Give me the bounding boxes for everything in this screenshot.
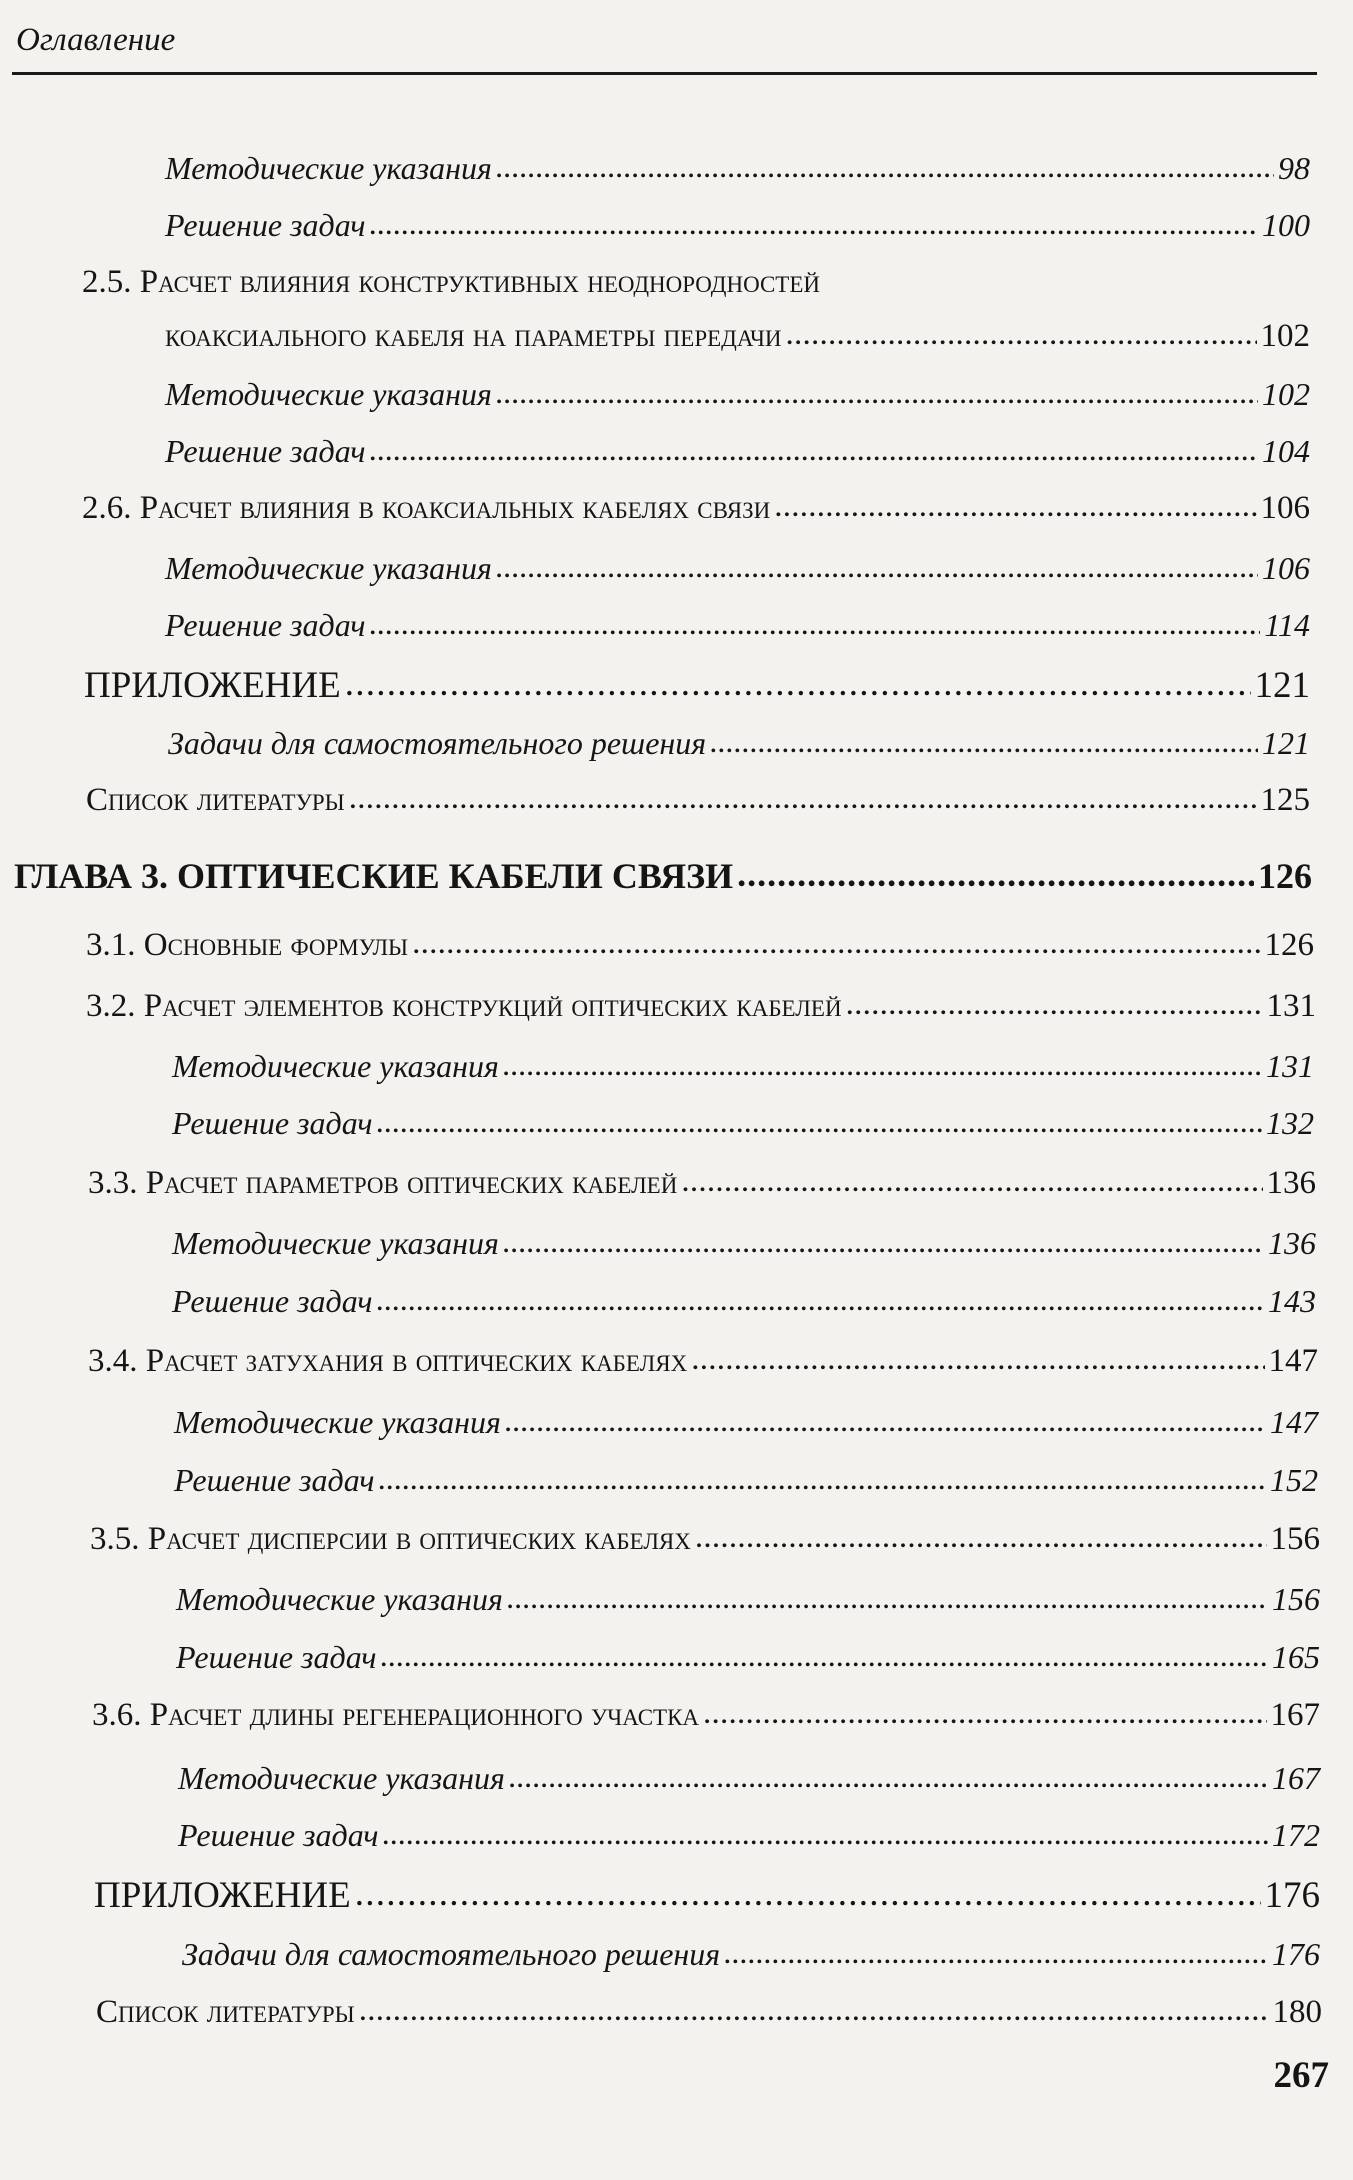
- toc-entry[interactable]: [84, 664, 1310, 707]
- toc-entry-title: 3.4. Расчет затухания в оптических кабелях: [88, 1343, 688, 1379]
- leader-dots: [412, 925, 1260, 962]
- toc-entry-title-line1[interactable]: 2.5. Расчет влияния конструктивных неоднородностей: [82, 264, 821, 300]
- toc-entry-title: 3.1. Основные формулы: [86, 927, 409, 963]
- toc-entry-page: 126: [1264, 927, 1314, 963]
- toc-entry-page: 131: [1266, 988, 1316, 1024]
- toc-entry-page: 126: [1258, 856, 1312, 896]
- toc-entry-page: 147: [1268, 1343, 1318, 1379]
- toc-entry-title: 3.2. Расчет элементов конструкций оптических кабелей: [86, 988, 842, 1024]
- leader-dots: [503, 1046, 1262, 1083]
- toc-entry[interactable]: [88, 1343, 1318, 1380]
- leader-dots: [507, 1579, 1268, 1616]
- toc-entry-title: Методические указания: [176, 1581, 503, 1617]
- toc-entry[interactable]: [176, 1639, 1320, 1676]
- toc-entry[interactable]: [174, 1404, 1318, 1441]
- leader-dots: [710, 723, 1258, 760]
- leader-dots: [377, 1103, 1262, 1140]
- leader-dots: [383, 1815, 1268, 1852]
- toc-entry-title: Задачи для самостоятельного решения: [168, 725, 707, 761]
- toc-entry-page: 165: [1272, 1639, 1320, 1675]
- toc-entry-title: Методические указания: [165, 550, 492, 586]
- toc-entry-page: 167: [1270, 1697, 1320, 1733]
- toc-entry[interactable]: [178, 1817, 1320, 1854]
- toc-entry-title-line2: коаксиального кабеля на параметры передачи: [165, 318, 782, 354]
- toc-entry-page: 180: [1272, 1994, 1322, 2030]
- toc-entry-title: Решение задач: [172, 1283, 373, 1319]
- toc-entry-page: 176: [1264, 1875, 1320, 1916]
- toc-entry-title: Решение задач: [176, 1639, 377, 1675]
- toc-entry-title: ПРИЛОЖЕНИЕ: [94, 1875, 351, 1916]
- leader-dots: [379, 1460, 1266, 1497]
- toc-entry[interactable]: [168, 725, 1310, 762]
- toc-entry-page: 136: [1268, 1225, 1316, 1261]
- leader-dots: [370, 205, 1258, 242]
- toc-entry-page: 176: [1272, 1936, 1320, 1972]
- toc-entry[interactable]: [172, 1225, 1316, 1262]
- toc-entry[interactable]: [165, 376, 1310, 413]
- toc-entry-title: Список литературы: [96, 1994, 355, 2030]
- toc-entry-page: 121: [1262, 725, 1310, 761]
- leader-dots: [703, 1695, 1266, 1732]
- leader-dots: [345, 662, 1251, 705]
- toc-entry[interactable]: [82, 490, 1310, 527]
- toc-entry-page: 136: [1266, 1165, 1316, 1201]
- toc-entry-title: Решение задач: [165, 207, 366, 243]
- header-rule: [12, 72, 1317, 75]
- toc-entry[interactable]: [174, 1462, 1318, 1499]
- leader-dots: [370, 605, 1261, 642]
- toc-entry[interactable]: [172, 1283, 1316, 1320]
- leader-dots: [505, 1402, 1266, 1439]
- leader-dots: [496, 548, 1258, 585]
- toc-entry-page: 102: [1262, 376, 1310, 412]
- toc-entry-page: 131: [1266, 1048, 1314, 1084]
- toc-entry[interactable]: [88, 1165, 1316, 1202]
- toc-entry-page: 172: [1272, 1817, 1320, 1853]
- toc-entry[interactable]: [90, 1521, 1320, 1558]
- running-head: Оглавление: [16, 22, 176, 58]
- toc-entry-page: 104: [1262, 433, 1310, 469]
- toc-entry[interactable]: [178, 1760, 1320, 1797]
- toc-entry-title: 3.5. Расчет дисперсии в оптических кабелях: [90, 1521, 691, 1557]
- leader-dots: [377, 1281, 1264, 1318]
- toc-entry-page: 100: [1262, 207, 1310, 243]
- leader-dots: [359, 1992, 1269, 2029]
- leader-dots: [509, 1758, 1268, 1795]
- toc-entry-title: ГЛАВА 3. ОПТИЧЕСКИЕ КАБЕЛИ СВЯЗИ: [14, 856, 734, 896]
- toc-entry[interactable]: [92, 1697, 1320, 1734]
- toc-entry-title: Методические указания: [178, 1760, 505, 1796]
- toc-entry[interactable]: [172, 1105, 1314, 1142]
- toc-entry-title: Решение задач: [165, 433, 366, 469]
- leader-dots: [737, 853, 1254, 895]
- toc-entry-page: 106: [1260, 490, 1310, 526]
- toc-entry-title: Решение задач: [178, 1817, 379, 1853]
- toc-entry[interactable]: [96, 1994, 1322, 2031]
- toc-entry[interactable]: [176, 1581, 1320, 1618]
- toc-entry-title: Методические указания: [165, 376, 492, 412]
- toc-entry-title: 3.6. Расчет длины регенерационного участка: [92, 1697, 700, 1733]
- toc-entry-title: ПРИЛОЖЕНИЕ: [84, 665, 341, 706]
- toc-entry[interactable]: [86, 782, 1310, 819]
- leader-dots: [691, 1341, 1264, 1378]
- toc-entry[interactable]: [172, 1048, 1314, 1085]
- toc-entry[interactable]: [94, 1874, 1320, 1917]
- toc-entry[interactable]: [165, 150, 1310, 187]
- toc-entry-page: 125: [1260, 782, 1310, 818]
- toc-entry-page: 102: [1260, 318, 1310, 354]
- toc-entry-title: 3.3. Расчет параметров оптических кабелей: [88, 1165, 678, 1201]
- toc-entry-title: 2.6. Расчет влияния в коаксиальных кабелях связи: [82, 490, 771, 526]
- toc-entry-title: Методические указания: [165, 150, 492, 186]
- toc-entry[interactable]: [86, 988, 1316, 1025]
- toc-entry-title: Методические указания: [172, 1048, 499, 1084]
- toc-entry[interactable]: [165, 550, 1310, 587]
- toc-entry-page: 152: [1270, 1462, 1318, 1498]
- toc-entry-title: Список литературы: [86, 782, 345, 818]
- leader-dots: [846, 986, 1263, 1023]
- toc-entry-page: 114: [1264, 607, 1310, 643]
- leader-dots: [370, 431, 1258, 468]
- leader-dots: [355, 1872, 1261, 1915]
- leader-dots: [349, 780, 1257, 817]
- leader-dots: [496, 148, 1274, 185]
- toc-entry[interactable]: [165, 318, 1310, 355]
- toc-entry[interactable]: [165, 433, 1310, 470]
- leader-dots: [695, 1519, 1267, 1556]
- leader-dots: [381, 1637, 1268, 1674]
- toc-entry-title: Решение задач: [165, 607, 366, 643]
- toc-entry-page: 167: [1272, 1760, 1320, 1796]
- toc-entry-title: Задачи для самостоятельного решения: [182, 1936, 721, 1972]
- leader-dots: [496, 374, 1258, 411]
- toc-chapter-entry[interactable]: [14, 855, 1312, 897]
- toc-entry-title: Решение задач: [172, 1105, 373, 1141]
- leader-dots: [681, 1163, 1262, 1200]
- toc-entry[interactable]: [165, 207, 1310, 244]
- leader-dots: [724, 1934, 1268, 1971]
- toc-entry-title: Методические указания: [174, 1404, 501, 1440]
- toc-entry-page: 106: [1262, 550, 1310, 586]
- page-number: 267: [1273, 2055, 1329, 2096]
- toc-entry-page: 156: [1272, 1581, 1320, 1617]
- toc-entry-page: 143: [1268, 1283, 1316, 1319]
- toc-entry-page: 156: [1270, 1521, 1320, 1557]
- leader-dots: [774, 488, 1256, 525]
- toc-entry-page: 98: [1278, 150, 1310, 186]
- toc-entry-page: 132: [1266, 1105, 1314, 1141]
- toc-entry-page: 121: [1254, 665, 1310, 706]
- toc-entry[interactable]: [165, 607, 1310, 644]
- toc-entry[interactable]: [86, 927, 1314, 964]
- toc-entry[interactable]: [182, 1936, 1320, 1973]
- toc-entry-title: Методические указания: [172, 1225, 499, 1261]
- toc-entry-page: 147: [1270, 1404, 1318, 1440]
- leader-dots: [503, 1223, 1264, 1260]
- toc-entry-title: Решение задач: [174, 1462, 375, 1498]
- leader-dots: [786, 316, 1257, 353]
